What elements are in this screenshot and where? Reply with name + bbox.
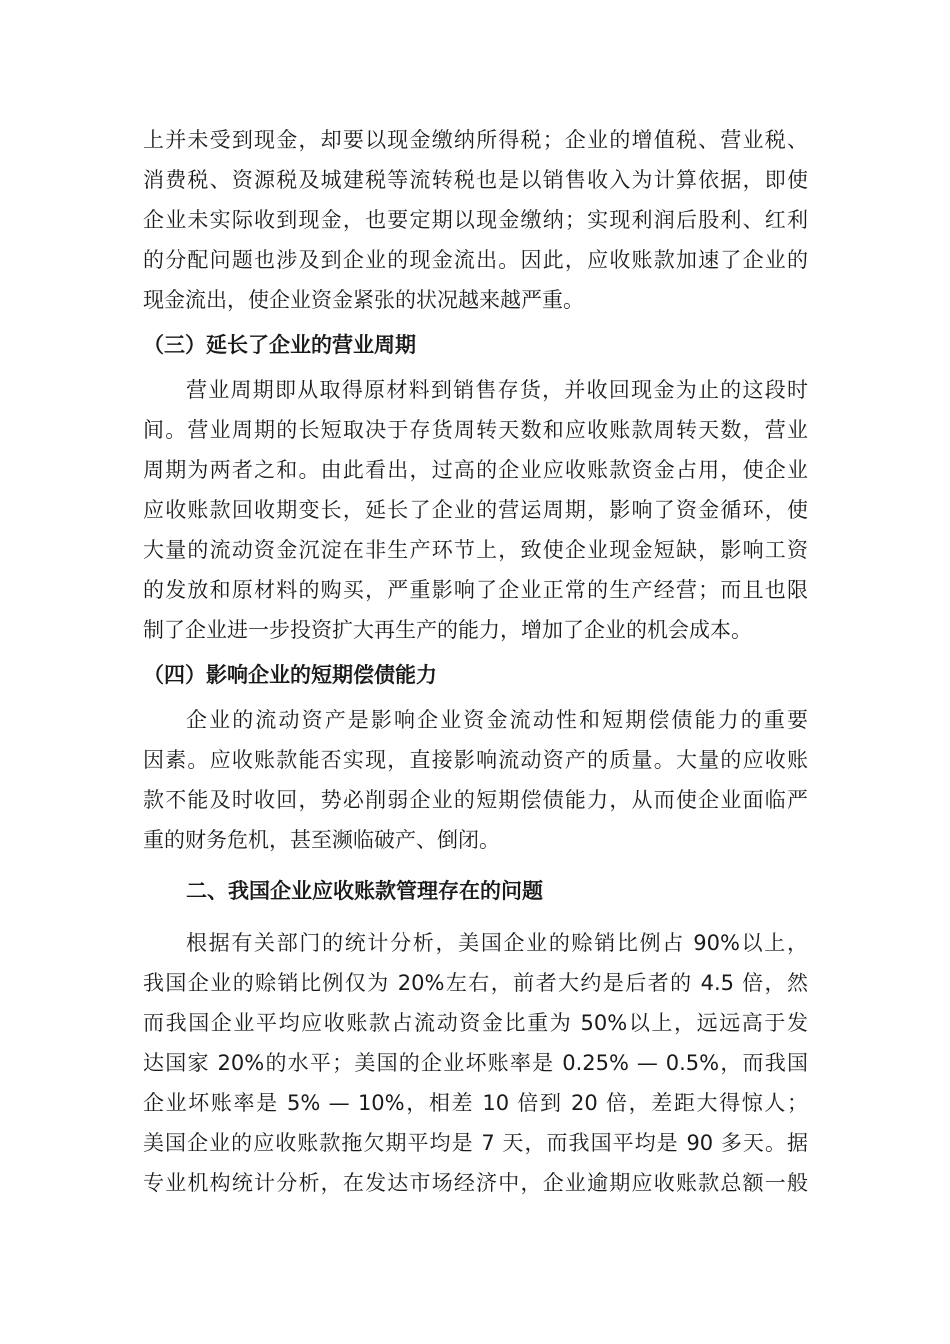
text-line: 重的财务危机，甚至濒临破产、倒闭。 <box>143 828 500 852</box>
text-line: 企业坏账率是 5% — 10%，相差 10 倍到 20 倍，差距大得惊人； <box>143 1091 808 1115</box>
text-line: 的发放和原材料的购买，严重影响了企业正常的生产经营；而且也限 <box>143 578 808 602</box>
text-line: 应收账款回收期变长，延长了企业的营运周期，影响了资金循环，使 <box>143 498 808 522</box>
section-heading: 二、我国企业应收账款管理存在的问题 <box>186 879 543 903</box>
text-line: 美国企业的应收账款拖欠期平均是 7 天，而我国平均是 90 多天。据 <box>143 1131 808 1155</box>
text-line: 间。营业周期的长短取决于存货周转天数和应收账款周转天数，营业 <box>143 418 808 442</box>
text-line: 营业周期即从取得原材料到销售存货，并收回现金为止的这段时 <box>186 378 808 402</box>
subsection-heading: （四）影响企业的短期偿债能力 <box>143 663 437 687</box>
text-line: 企业的流动资产是影响企业资金流动性和短期偿债能力的重要 <box>186 708 808 732</box>
text-line: 款不能及时收回，势必削弱企业的短期偿债能力，从而使企业面临严 <box>143 788 808 812</box>
text-line: 周期为两者之和。由此看出，过高的企业应收账款资金占用，使企业 <box>143 458 808 482</box>
text-line: 因素。应收账款能否实现，直接影响流动资产的质量。大量的应收账 <box>143 748 808 772</box>
text-line: 现金流出，使企业资金紧张的状况越来越严重。 <box>143 288 584 312</box>
text-line: 达国家 20%的水平；美国的企业坏账率是 0.25% — 0.5%，而我国 <box>143 1051 808 1075</box>
text-line: 消费税、资源税及城建税等流转税也是以销售收入为计算依据，即使 <box>143 168 808 192</box>
text-line: 根据有关部门的统计分析，美国企业的赊销比例占 90%以上， <box>186 931 808 955</box>
text-line: 大量的流动资金沉淀在非生产环节上，致使企业现金短缺，影响工资 <box>143 538 808 562</box>
text-line: 企业未实际收到现金，也要定期以现金缴纳；实现利润后股利、红利 <box>143 208 808 232</box>
text-line: 制了企业进一步投资扩大再生产的能力，增加了企业的机会成本。 <box>143 618 752 642</box>
text-line: 而我国企业平均应收账款占流动资金比重为 50%以上，远远高于发 <box>143 1011 808 1035</box>
text-line: 上并未受到现金，却要以现金缴纳所得税；企业的增值税、营业税、 <box>143 128 808 152</box>
subsection-heading: （三）延长了企业的营业周期 <box>143 333 416 357</box>
text-line: 的分配问题也涉及到企业的现金流出。因此，应收账款加速了企业的 <box>143 248 808 272</box>
text-line: 我国企业的赊销比例仅为 20%左右，前者大约是后者的 4.5 倍，然 <box>143 971 808 995</box>
text-line: 专业机构统计分析，在发达市场经济中，企业逾期应收账款总额一般 <box>143 1171 808 1195</box>
